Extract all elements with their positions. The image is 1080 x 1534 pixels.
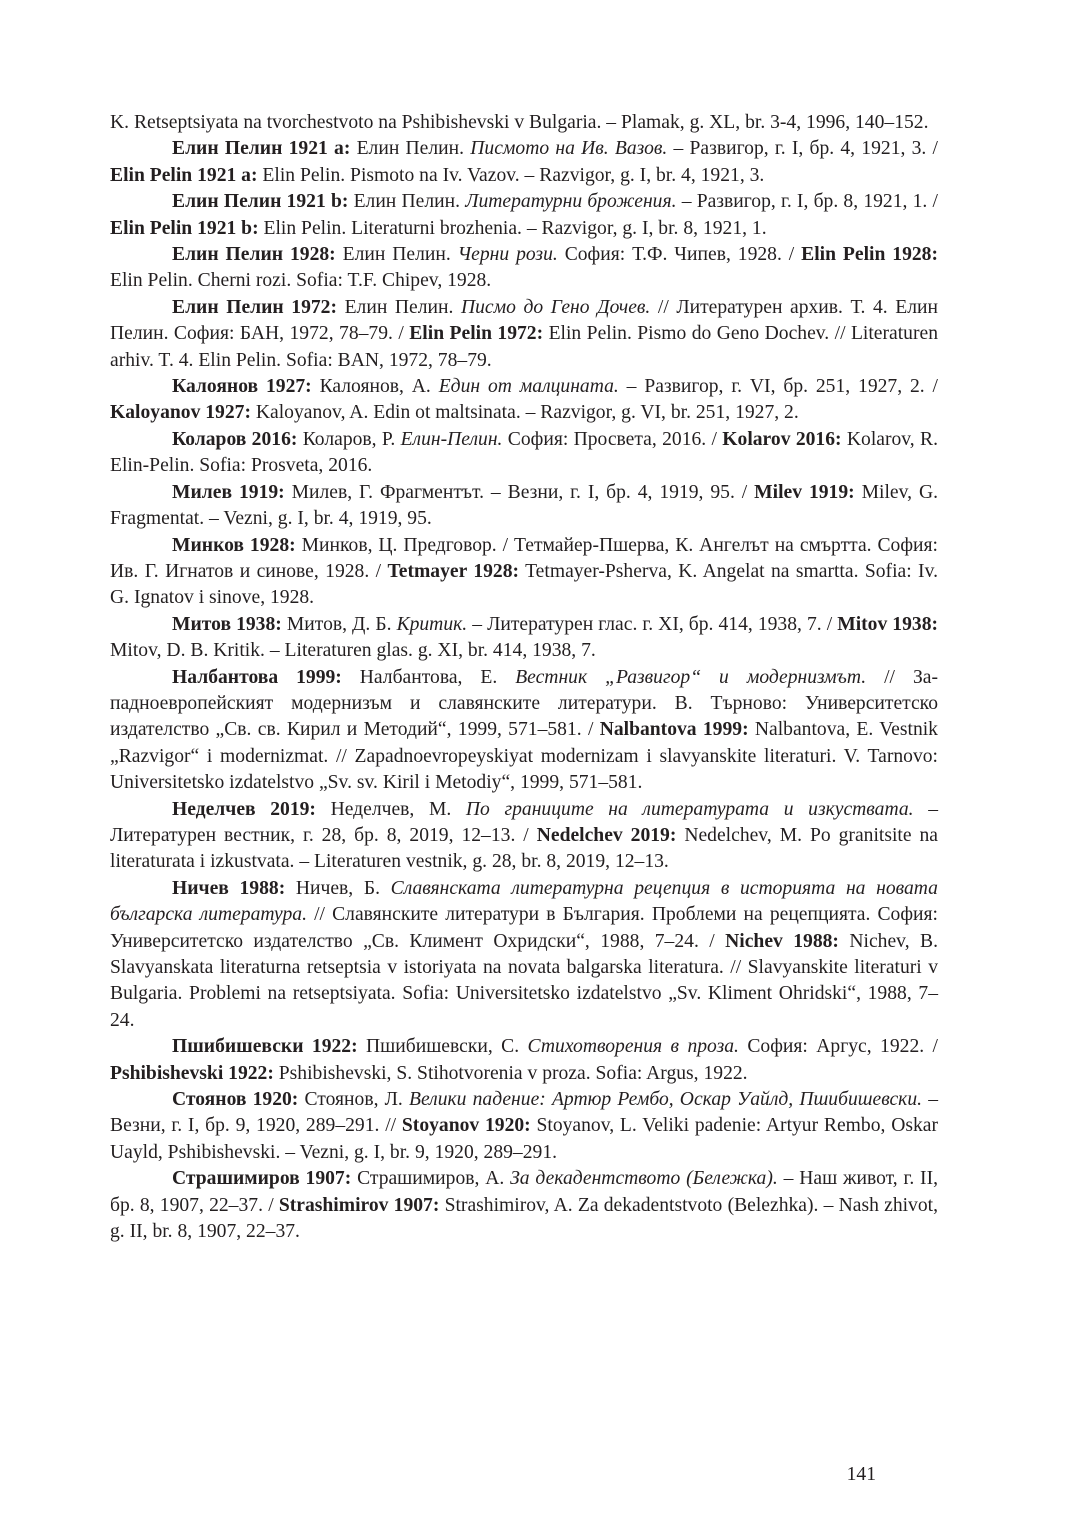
entry-text: – Развигор, г. VI, бр. 251, 1927, 2. / (618, 376, 938, 398)
entry-text: Елин Пелин. (335, 244, 458, 266)
entry-text: Elin Pelin. Pismo do Geno Dochev. // Literaturen arhiv. T. 4. Elin Pelin. Sofia: BAN, 1972, 78–79. (110, 323, 938, 371)
entry-text: Елин Пелин. (348, 191, 466, 213)
bibliography-continuation: K. Retseptsiyata na tvorchestvoto na Pshibishevski v Bulgaria. – Plamak, g. XL, br. 3-4, 1996, 140–152. (110, 112, 929, 133)
entry-text: Минков, Ц. Предговор. / Тетмайер-Пшерва, К. Ангелът на смъртта. София: Ив. Г. Игнатов и синове, 1928. / (110, 534, 938, 582)
bibliography-entry (110, 1166, 938, 1245)
bibliography (110, 110, 938, 1245)
entry-key: Стоянов 1920: (172, 1089, 299, 1111)
bibliography-entry (110, 533, 938, 612)
bibliography-entry (110, 1087, 938, 1166)
entry-title: По границите на литературата и изкуствата. (465, 798, 914, 820)
entry-text: // Западноевропейският модернизъм и славянските литератури. В. Търново: Университетско издателство „Св. св. Кирил и Методий“, 1999, 571–581. / (110, 666, 938, 741)
entry-text: – Развигор, г. I, бр. 4, 1921, 3. / (667, 138, 938, 160)
entry-text: Стоянов, Л. (298, 1089, 409, 1111)
entry-key: Nalbantova 1999: (599, 719, 749, 741)
entry-text: Страшимиров, А. (351, 1168, 511, 1190)
page-number: 141 (846, 1464, 876, 1485)
entry-text: Налбантова, Е. (341, 666, 516, 688)
entry-key: Pshibishevski 1922: (110, 1062, 274, 1084)
entry-key: Елин Пелин 1972: (172, 296, 338, 318)
entry-text: София: Т.Ф. Чипев, 1928. / (557, 244, 802, 266)
entry-key: Елин Пелин 1921 b: (172, 191, 349, 213)
bibliography-entries (110, 136, 938, 1245)
entry-title: Вестник „Развигор“ и модернизмът. (515, 666, 867, 688)
entry-key: Пшибишевски 1922: (172, 1036, 358, 1058)
bibliography-entry (110, 665, 938, 797)
entry-key: Elin Pelin 1928: (801, 244, 938, 266)
entry-key: Митов 1938: (172, 613, 282, 635)
entry-key: Неделчев 2019: (172, 798, 316, 820)
entry-text: Митов, Д. Б. (281, 613, 397, 635)
entry-text: // Литературен архив. Т. 4. Елин Пелин. София: БАН, 1972, 78–79. / (110, 296, 938, 345)
entry-title: Черни рози. (457, 244, 558, 266)
entry-key: Elin Pelin 1921 b: (110, 217, 259, 239)
entry-text: – Развигор, г. I, бр. 8, 1921, 1. / (676, 191, 938, 213)
entry-title: За декадентството (Бележка). (510, 1168, 778, 1190)
entry-text: Milev, G. Fragmentat. – Vezni, g. I, br. 4, 1919, 95. (110, 481, 938, 530)
entry-key: Mitov 1938: (837, 613, 939, 635)
entry-text: Ничев, Б. (285, 877, 391, 899)
entry-key: Nichev 1988: (725, 930, 839, 952)
entry-key: Налбантова 1999: (172, 666, 342, 688)
entry-key: Nedelchev 2019: (536, 824, 677, 846)
entry-text: Stoyanov, L. Veliki padenie: Artyur Rembo, Oskar Uayld, Pshibishevski. – Vezni, g. I, br. 9, 1920, 289–291. (110, 1115, 938, 1163)
bibliography-entry (110, 427, 938, 480)
entry-key: Tetmayer 1928: (387, 560, 520, 582)
bibliography-entry (110, 374, 938, 427)
bibliography-entry (110, 295, 938, 374)
entry-key: Strashimirov 1907: (278, 1194, 440, 1216)
entry-key: Елин Пелин 1921 a: (172, 138, 351, 160)
bibliography-entry (110, 1034, 938, 1087)
entry-title: Писмото на Ив. Вазов. (470, 138, 668, 160)
bibliography-entry (110, 797, 938, 876)
entry-text: Kolarov, R. Elin-Pelin. Sofia: Prosveta, 2016. (110, 428, 938, 477)
entry-text: Elin Pelin. Literaturni brozhenia. – Razvigor, g. I, br. 8, 1921, 1. (258, 217, 767, 239)
entry-text: – Везни, г. I, бр. 9, 1920, 289–291. // (110, 1089, 938, 1137)
entry-text: Nalbantova, E. Vestnik „Razvigor“ i modernizmat. // Zapadnoevropeyskiyat modernizam i slavyanskite literaturi. V. Tarnovo: Universitetsko izdatelstvo „Sv. sv. Kiril i Metodiy“, 1999, 571–581. (110, 719, 938, 794)
entry-title: Литературни брожения. (465, 191, 677, 213)
entry-text: София: Просвета, 2016. / (502, 428, 723, 450)
entry-key: Милев 1919: (172, 481, 285, 503)
entry-text: Elin Pelin. Pismoto na Iv. Vazov. – Razvigor, g. I, br. 4, 1921, 3. (257, 164, 765, 186)
bibliography-entry (110, 480, 938, 533)
entry-title: Велики падение: Артюр Рембо, Оскар Уайлд, Пшибишевски. (408, 1089, 923, 1111)
entry-text: Elin Pelin. Cherni rozi. Sofia: T.F. Chipev, 1928. (110, 270, 492, 292)
entry-key: Elin Pelin 1972: (409, 323, 544, 345)
entry-text: Коларов, Р. (297, 428, 401, 450)
entry-key: Калоянов 1927: (172, 376, 312, 398)
entry-text: – Наш живот, г. II, бр. 8, 1907, 22–37. / (110, 1168, 938, 1216)
entry-title: Елин-Пелин. (400, 428, 503, 450)
entry-title: Един от малцината. (438, 376, 619, 398)
bibliography-entry (110, 189, 938, 242)
entry-text: Пшибишевски, С. (357, 1036, 528, 1058)
entry-title: Стихотворения в проза. (527, 1036, 739, 1058)
entry-text: // Славянските литератури в България. Проблеми на рецепцията. София: Университетско издателство „Св. Климент Охридски“, 1988, 7–24. / (110, 904, 938, 952)
entry-text: Калоянов, А. (311, 376, 439, 398)
entry-key: Минков 1928: (172, 534, 296, 556)
entry-text: Nichev, B. Slavyanskata literaturna retseptsia v istoriyata na novata balgarska literatura. // Slavyanskite literaturi v Bulgaria. Problemi na retseptsiyata. Sofia: Universitetsko izdatelstvo „Sv. Kliment Ohridski“, 1988, 7–24. (110, 930, 938, 1031)
entry-key: Страшимиров 1907: (172, 1168, 352, 1190)
entry-text: Pshibishevski, S. Stihotvorenia v proza. Sofia: Argus, 1922. (273, 1062, 748, 1084)
entry-text: – Литературен глас. г. XI, бр. 414, 1938, 7. / (467, 613, 838, 635)
entry-text: Елин Пелин. (350, 138, 471, 160)
entry-key: Stoyanov 1920: (401, 1115, 531, 1137)
entry-text: Kaloyanov, A. Edin ot maltsinata. – Razvigor, g. VI, br. 251, 1927, 2. (250, 402, 799, 424)
entry-key: Elin Pelin 1921 a: (110, 164, 258, 186)
entry-text: София: Аргус, 1922. / (738, 1036, 938, 1058)
entry-key: Коларов 2016: (172, 428, 298, 450)
entry-title: Писмо до Гено Дочев. (460, 296, 651, 318)
entry-text: Mitov, D. B. Kritik. – Literaturen glas. g. XI, br. 414, 1938, 7. (110, 640, 596, 662)
bibliography-entry (110, 242, 938, 295)
bibliography-entry (110, 612, 938, 665)
entry-key: Kolarov 2016: (722, 428, 842, 450)
entry-text: Tetmayer-Psherva, K. Angelat na smartta. Sofia: Iv. G. Ignatov i sinove, 1928. (110, 560, 938, 609)
entry-key: Ничев 1988: (172, 877, 286, 899)
entry-text: Елин Пелин. (337, 296, 461, 318)
entry-key: Milev 1919: (754, 481, 855, 503)
entry-text: Nedelchev, M. Po granitsite na literaturata i izkustvata. – Literaturen vestnik, g. 28, br. 8, 2019, 12–13. (110, 824, 938, 873)
bibliography-entry (110, 136, 938, 189)
entry-title: Критик. (396, 613, 468, 635)
bibliography-entry (110, 876, 938, 1034)
entry-text: Неделчев, М. (315, 798, 466, 820)
entry-text: Милев, Г. Фрагментът. – Везни, г. I, бр. 4, 1919, 95. / (284, 481, 755, 503)
entry-text: – Литературен вестник, г. 28, бр. 8, 2019, 12–13. / (110, 798, 938, 846)
entry-key: Kaloyanov 1927: (110, 402, 251, 424)
entry-text: Strashimirov, A. Za dekadentstvoto (Belezhka). – Nash zhivot, g. II, br. 8, 1907, 22–37. (110, 1194, 938, 1243)
entry-title: Славянската литературна рецепция в историята на новата българска литература. (110, 877, 938, 926)
entry-key: Елин Пелин 1928: (172, 244, 336, 266)
